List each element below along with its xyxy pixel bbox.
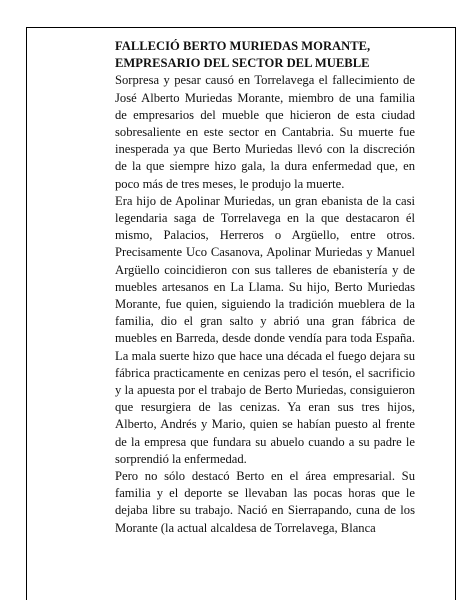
article-paragraph: Sorpresa y pesar causó en Torrelavega el fallecimiento de José Alberto Muriedas Morante, miembro de una familia de empresarios del mueble que hicieron de esta ciudad sobresaliente en este sector en Cantabria. Su muerte fue inesperada ya que Berto Muriedas llevó con la discreción de la que siempre hizo gala, la dura enfermedad que, en poco más de tres meses, le produjo la muerte. — [115, 73, 415, 191]
article — [115, 38, 415, 537]
article-paragraph: Era hijo de Apolinar Muriedas, un gran ebanista de la casi legendaria saga de Torrelavega en la que destacaron él mismo, Palacios, Herreros o Argüello, entre otros. Precisamente Uco Casanova, Apolinar Muriedas y Manuel Argüello coincidieron con sus talleres de ebanistería y de muebles artesanos en La Llama. Su hijo, Berto Muriedas Morante, fue quien, siguiendo la tradición mueblera de la familia, dio el gran salto y abrió una gran fábrica de muebles en Barreda, desde donde vendía para toda España. La mala suerte hizo que hace una década el fuego dejara su fábrica practicamente en cenizas pero el tesón, el sacrificio y la apuesta por el trabajo de Berto Muriedas, consiguieron que resurgiera de las cenizas. Ya eran sus tres hijos, Alberto, Andrés y Mario, quien se habían puesto al frente de la empresa que fundara su abuelo cuando a su padre le sorprendió la enfermedad. — [115, 193, 415, 466]
article-paragraph: Pero no sólo destacó Berto en el área empresarial. Su familia y el deporte se llevaban las pocas horas que le dejaba libre su trabajo. Nació en Sierrapando, cuna de los Morante (la actual alcaldesa de Torrelavega, Blanca — [115, 469, 415, 535]
page-frame-top-border — [26, 27, 456, 28]
article-headline: FALLECIÓ BERTO MURIEDAS MORANTE, EMPRESARIO DEL SECTOR DEL MUEBLE — [115, 39, 371, 71]
page-frame-left-border — [26, 27, 27, 600]
page-frame-right-border — [455, 27, 456, 600]
